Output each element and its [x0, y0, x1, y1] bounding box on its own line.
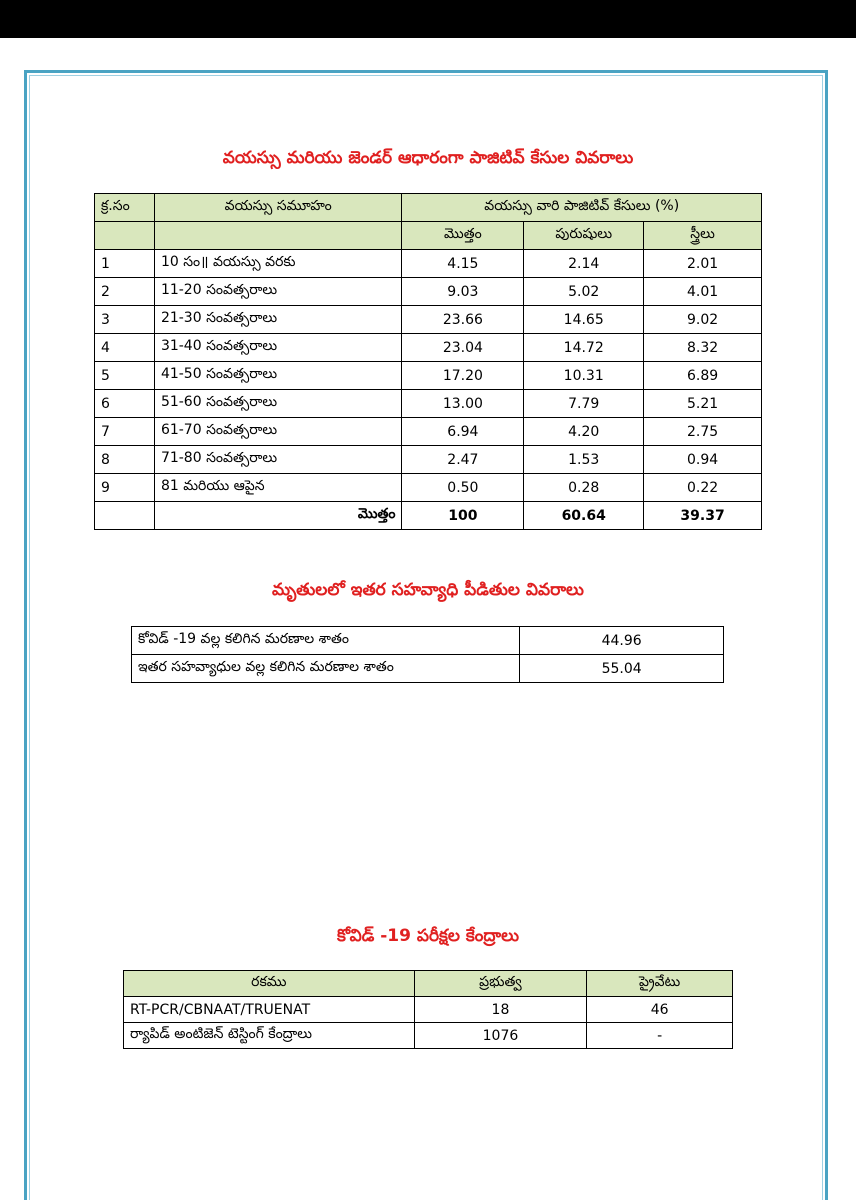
female-cell: 5.21 [644, 390, 762, 418]
total-cell: 13.00 [402, 390, 524, 418]
govt-cell: 1076 [414, 1023, 587, 1049]
age-group-cell: 10 సం॥ వయస్సు వరకు [154, 250, 402, 278]
age-section-title: వయస్సు మరియు జెండర్ ఆధారంగా పాజిటివ్ కేసుల వివరాలు [222, 148, 634, 168]
male-cell: 2.14 [524, 250, 644, 278]
female-header: స్త్రీలు [644, 222, 762, 250]
age-group-cell: 21-30 సంవత్సరాలు [154, 306, 402, 334]
table-row [95, 278, 762, 306]
female-cell: 4.01 [644, 278, 762, 306]
female-cell: 2.75 [644, 418, 762, 446]
govt-header: ప్రభుత్వ [414, 971, 587, 997]
male-cell: 7.79 [524, 390, 644, 418]
sno-cell: 5 [95, 362, 155, 390]
table-row [124, 997, 733, 1023]
comorbidity-value: 44.96 [520, 627, 724, 655]
male-cell: 14.65 [524, 306, 644, 334]
table-row [95, 474, 762, 502]
male-cell: 10.31 [524, 362, 644, 390]
total-cell: 6.94 [402, 418, 524, 446]
grand-total-value: 100 [402, 502, 524, 530]
female-cell: 6.89 [644, 362, 762, 390]
sno-header: క్ర.సం [95, 194, 155, 222]
female-cell: 8.32 [644, 334, 762, 362]
total-cell: 23.04 [402, 334, 524, 362]
table-header-row [95, 194, 762, 222]
table-row [95, 250, 762, 278]
comorbidity-label: కోవిడ్ -19 వల్ల కలిగిన మరణాల శాతం [132, 627, 520, 655]
comorbidity-value: 55.04 [520, 655, 724, 683]
female-cell: 9.02 [644, 306, 762, 334]
grand-total-label: మొత్తం [154, 502, 402, 530]
male-cell: 0.28 [524, 474, 644, 502]
sno-cell: 1 [95, 250, 155, 278]
table-row [95, 362, 762, 390]
female-cell: 2.01 [644, 250, 762, 278]
age-group-cell: 61-70 సంవత్సరాలు [154, 418, 402, 446]
age-group-cell: 71-80 సంవత్సరాలు [154, 446, 402, 474]
table-header-row [124, 971, 733, 997]
male-header: పురుషులు [524, 222, 644, 250]
female-cell: 0.22 [644, 474, 762, 502]
table-row [124, 1023, 733, 1049]
table-row [132, 627, 724, 655]
type-cell: RT-PCR/CBNAAT/TRUENAT [124, 997, 415, 1023]
grand-total-row [95, 502, 762, 530]
table-row [95, 306, 762, 334]
sno-cell: 8 [95, 446, 155, 474]
sno-cell: 3 [95, 306, 155, 334]
top-black-bar [0, 0, 856, 38]
empty-cell [95, 502, 155, 530]
sno-cell: 4 [95, 334, 155, 362]
total-cell: 4.15 [402, 250, 524, 278]
female-cell: 0.94 [644, 446, 762, 474]
total-header: మొత్తం [402, 222, 524, 250]
positive-pct-header: వయస్సు వారి పాజిటివ్ కేసులు (%) [402, 194, 762, 222]
comorbidity-section-title: మృతులలో ఇతర సహవ్యాధి పీడితుల వివరాలు [272, 580, 584, 600]
age-group-cell: 81 మరియు ఆపైన [154, 474, 402, 502]
total-cell: 2.47 [402, 446, 524, 474]
private-cell: - [587, 1023, 733, 1049]
table-row [95, 334, 762, 362]
sno-cell: 7 [95, 418, 155, 446]
table-row [132, 655, 724, 683]
private-cell: 46 [587, 997, 733, 1023]
table-subheader-row [95, 222, 762, 250]
table-row [95, 418, 762, 446]
comorbidity-label: ఇతర సహవ్యాధుల వల్ల కలిగిన మరణాల శాతం [132, 655, 520, 683]
comorbidity-table [131, 626, 724, 683]
sno-cell: 2 [95, 278, 155, 306]
total-cell: 0.50 [402, 474, 524, 502]
age-group-cell: 31-40 సంవత్సరాలు [154, 334, 402, 362]
type-cell: ర్యాపిడ్ అంటిజెన్ టెస్టింగ్ కేంద్రాలు [124, 1023, 415, 1049]
empty-cell [95, 222, 155, 250]
total-cell: 17.20 [402, 362, 524, 390]
total-cell: 23.66 [402, 306, 524, 334]
male-cell: 1.53 [524, 446, 644, 474]
age-group-cell: 11-20 సంవత్సరాలు [154, 278, 402, 306]
age-group-cell: 51-60 సంవత్సరాలు [154, 390, 402, 418]
grand-total-male: 60.64 [524, 502, 644, 530]
table-row [95, 446, 762, 474]
sno-cell: 9 [95, 474, 155, 502]
age-group-cell: 41-50 సంవత్సరాలు [154, 362, 402, 390]
sno-cell: 6 [95, 390, 155, 418]
male-cell: 5.02 [524, 278, 644, 306]
type-header: రకము [124, 971, 415, 997]
testing-centres-table [123, 970, 733, 1049]
age-group-header: వయస్సు సమూహం [154, 194, 402, 222]
total-cell: 9.03 [402, 278, 524, 306]
grand-total-female: 39.37 [644, 502, 762, 530]
private-header: ప్రైవేటు [587, 971, 733, 997]
testing-section-title: కోవిడ్ -19 పరీక్షల కేంద్రాలు [336, 926, 520, 946]
govt-cell: 18 [414, 997, 587, 1023]
table-row [95, 390, 762, 418]
age-gender-table [94, 193, 762, 530]
empty-cell [154, 222, 402, 250]
male-cell: 4.20 [524, 418, 644, 446]
male-cell: 14.72 [524, 334, 644, 362]
